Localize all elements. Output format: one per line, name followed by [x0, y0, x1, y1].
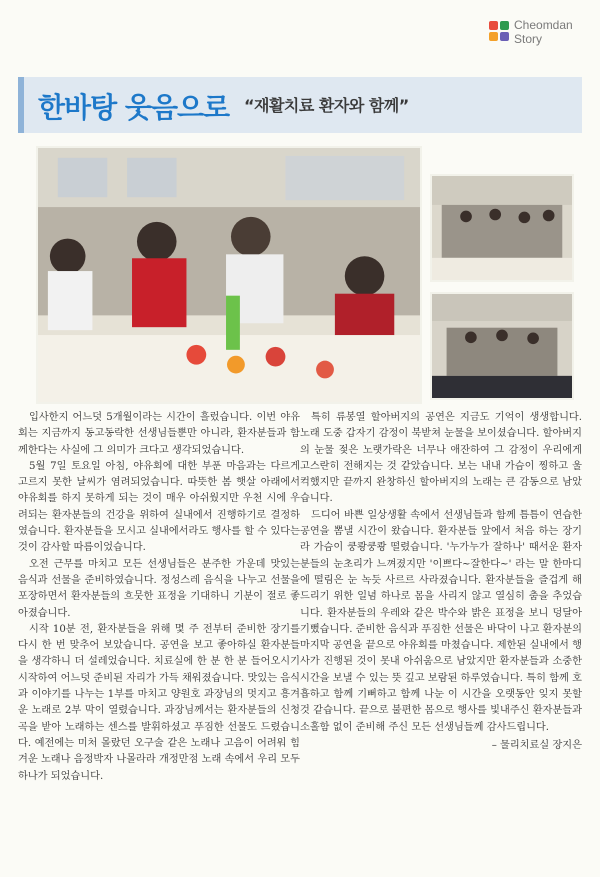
photo-top: [430, 174, 574, 282]
brand-line1: Cheomdan: [514, 18, 573, 32]
paragraph: 시작 10분 전, 환자분들을 위해 몇 주 전부터 준비한 장기를 다시 한 번 맞추어 보았습니다. 공연을 보고 좋아하실 환자분들을 생각하니 더 설레었습니다. 치료실에 한 분 한 분 들어오시기 시작하여 어느덧 준비된 자리가 가득 채워졌습니다. 맛있는 음식과 이야기를 나누는 1부를 마치고 양원호 과장님의 멋지고 흥겨운 노래로 2부 막이 열렸습니다. 과장님께서는 환자분들의 신청곡을 받아 노래하는 센스를 발휘하셨고 푸짐한 선물도 드렸습니다. 예전에는 미처 몰랐던 오구술 같은 노래나 고음이 어려워 힘겨운 노래나 음정박자 나몰라라 개정만점 노래 속에서 우리 모두 하나가 되었습니다.: [18, 623, 300, 782]
brand-logo: [489, 18, 593, 48]
paragraph: 5월 7일 토요일 아침, 야유회에 대한 부푼 마음과는 다르게 고르지 못한 날씨가 염려되었습니다. 따뜻한 봄 햇살 아래에서 야유회를 하지 못하게 되는 것이 매우 아쉬웠지만 우천 시에 우려되는 환자분들의 건강을 위하여 실내에서 진행하기로 결정하였습니다. 환자분들을 모시고 실내에서라도 행사를 할 수 있다는 것이 감사할 따름이었습니다.: [18, 460, 300, 554]
paragraph: 입사한지 어느덧 5개월이라는 시간이 흘렀습니다. 이번 야유회는 지금까지 동고동락한 선생님들뿐만 아니라, 환자분들과 함께한다는 사실에 그 의미가 크다고 생각되었습니다.: [18, 412, 300, 456]
page-subtitle: “재활치료 환자와 함께”: [244, 96, 409, 115]
brand-text: [514, 18, 573, 46]
title-banner: [18, 77, 582, 133]
author-signature: – 물리치료실 장지은: [491, 739, 582, 751]
paragraph: 특히 류봉열 할아버지의 공연은 지금도 기억이 생생합니다. 노래 도중 갑자기 감정이 북받쳐 눈물을 보이셨습니다. 할아버지의 눈물 젖은 노랫가락은 너무나 애잔하여 그 감정이 우리에게 고스란히 전해지는 것 같았습니다. 보는 내내 가슴이 찡하고 울컥했지만 끝까지 완창하신 할아버지의 노래는 큰 감동으로 남았습니다.: [300, 412, 582, 505]
photo-main: [36, 146, 422, 404]
article-left-column: [18, 410, 300, 785]
brand-line2: Story: [514, 32, 543, 46]
paragraph: 드디어 바쁜 일상생활 속에서 선생님들과 함께 틈틈이 연습한 공연을 뽐낼 시간이 왔습니다. 환자분들 앞에서 처음 하는 장기라 가슴이 쿵쾅쿵쾅 떨렸습니다. '누가누가 잘하나' 때서운 환자분들의 눈초리가 느껴졌지만 '이쁘다~잘한다~' 라는 말 한마디에 떨림은 눈 녹듯 사르르 사라졌습니다. 환자분들을 즐겁게 해드리기 위한 일념 하나로 몸을 사리지 않고 열심히 춤을 추었습니다. 환자분들의 우레와 같은 박수와 밝은 표정을 보니 덩달아 기뻤습니다. 준비한 음식과 푸짐한 선물은 바닥이 나고 환자분의 마지막 공연을 끝으로 야유회를 마쳤습니다. 제한된 실내에서 행사가 진행된 것이 못내 아쉬움으로 남았지만 환자분들과 소중한 시간을 보낼 수 있는 뜻 깊고 보람된 하루였습니다. 특히 함께 호흡하고 함께 기뻐하고 함께 나눈 이 시간을 오랫동안 잊지 못할 것 같습니다. 끝으로 불편한 몸으로 행사를 빛내주신 환자분들과 소홀함 없이 준비해 주신 모든 선생님들께 감사드립니다.: [300, 509, 582, 733]
page-title: 한바탕 웃음으로: [38, 91, 230, 124]
photo-bottom: [430, 292, 574, 400]
article-right-column: [300, 410, 582, 754]
brand-grid-icon: [489, 21, 510, 42]
paragraph: 오전 근무를 마치고 모든 선생님들은 분주한 가운데 맛있는 음식과 선물을 준비하였습니다. 정성스레 음식을 나누고 선물을 포장하면서 환자분들의 흐뭇한 표정을 기대하니 기분이 절로 좋아졌습니다.: [18, 558, 300, 619]
